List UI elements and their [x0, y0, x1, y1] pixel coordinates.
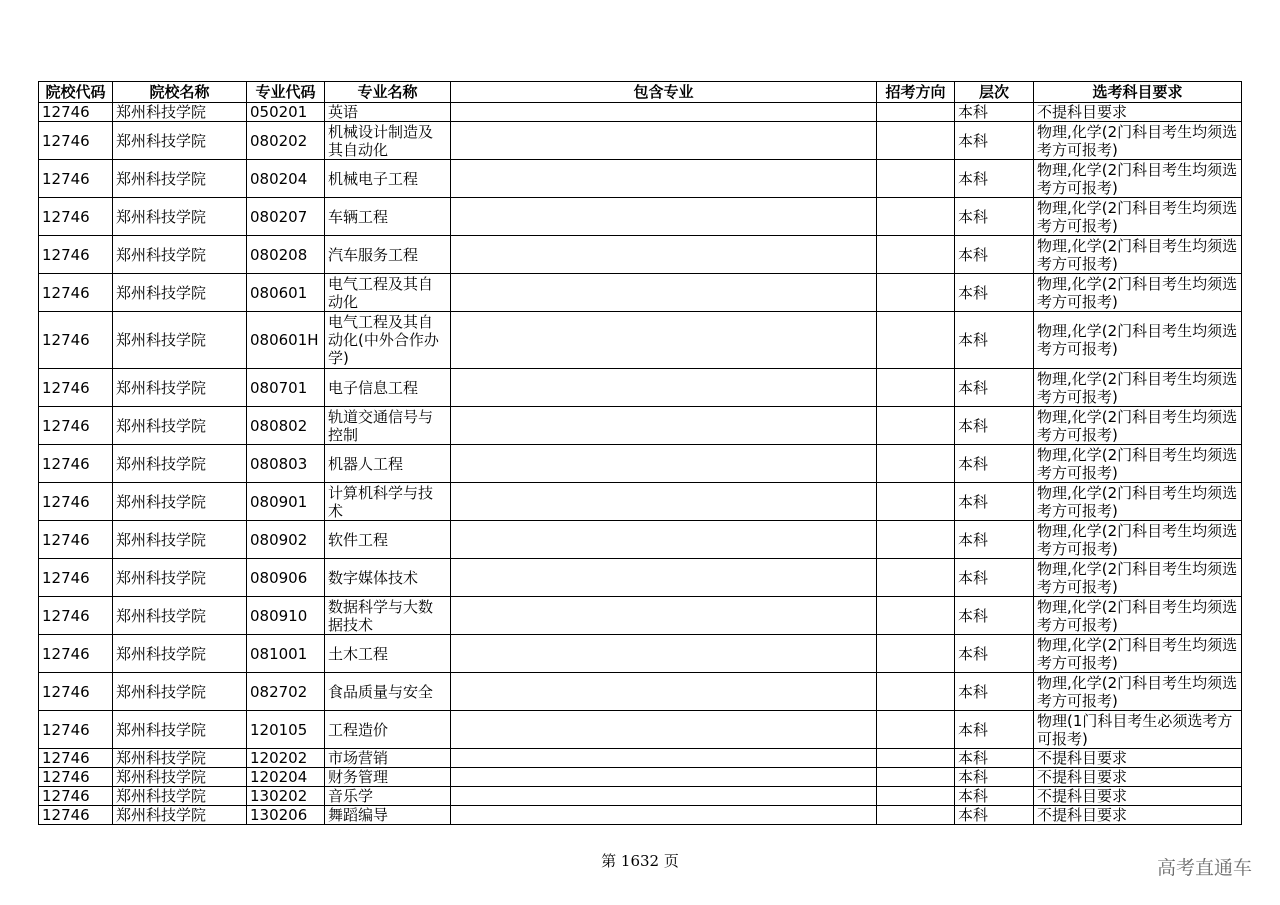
table-body	[39, 103, 1242, 825]
cell-direction	[877, 559, 955, 597]
cell-major-name: 轨道交通信号与控制	[325, 407, 451, 445]
cell-major-name: 食品质量与安全	[325, 673, 451, 711]
cell-school-name: 郑州科技学院	[113, 521, 247, 559]
cell-included	[451, 198, 877, 236]
cell-requirement: 物理,化学(2门科目考生均须选考方可报考)	[1034, 673, 1242, 711]
cell-direction	[877, 597, 955, 635]
cell-requirement: 物理,化学(2门科目考生均须选考方可报考)	[1034, 597, 1242, 635]
cell-requirement: 物理,化学(2门科目考生均须选考方可报考)	[1034, 407, 1242, 445]
table-row	[39, 312, 1242, 369]
cell-major-name: 车辆工程	[325, 198, 451, 236]
cell-included	[451, 673, 877, 711]
table-row	[39, 122, 1242, 160]
header-school-code: 院校代码	[39, 82, 113, 103]
table-row	[39, 160, 1242, 198]
header-direction: 招考方向	[877, 82, 955, 103]
cell-direction	[877, 445, 955, 483]
cell-included	[451, 597, 877, 635]
cell-major-name: 机械设计制造及其自动化	[325, 122, 451, 160]
cell-major-code: 080901	[247, 483, 325, 521]
cell-major-code: 130206	[247, 806, 325, 825]
cell-requirement: 物理,化学(2门科目考生均须选考方可报考)	[1034, 160, 1242, 198]
cell-major-code: 080802	[247, 407, 325, 445]
cell-major-name: 工程造价	[325, 711, 451, 749]
cell-included	[451, 521, 877, 559]
cell-included	[451, 483, 877, 521]
cell-school-code: 12746	[39, 407, 113, 445]
cell-major-name: 英语	[325, 103, 451, 122]
cell-level: 本科	[955, 236, 1034, 274]
cell-major-name: 软件工程	[325, 521, 451, 559]
cell-major-name: 数据科学与大数据技术	[325, 597, 451, 635]
table-row	[39, 445, 1242, 483]
cell-school-name: 郑州科技学院	[113, 445, 247, 483]
cell-direction	[877, 768, 955, 787]
cell-school-name: 郑州科技学院	[113, 806, 247, 825]
cell-school-code: 12746	[39, 521, 113, 559]
cell-school-code: 12746	[39, 768, 113, 787]
cell-major-name: 计算机科学与技术	[325, 483, 451, 521]
cell-direction	[877, 160, 955, 198]
cell-direction	[877, 749, 955, 768]
cell-included	[451, 768, 877, 787]
cell-level: 本科	[955, 749, 1034, 768]
cell-school-code: 12746	[39, 160, 113, 198]
cell-level: 本科	[955, 407, 1034, 445]
cell-major-name: 电气工程及其自动化	[325, 274, 451, 312]
cell-major-code: 080601H	[247, 312, 325, 369]
table-row	[39, 521, 1242, 559]
table-row	[39, 407, 1242, 445]
watermark-text: 高考直通车	[1156, 857, 1252, 879]
cell-major-code: 080208	[247, 236, 325, 274]
cell-direction	[877, 407, 955, 445]
cell-requirement: 不提科目要求	[1034, 806, 1242, 825]
cell-major-code: 080906	[247, 559, 325, 597]
cell-level: 本科	[955, 103, 1034, 122]
cell-included	[451, 160, 877, 198]
cell-included	[451, 103, 877, 122]
cell-major-name: 电气工程及其自动化(中外合作办学)	[325, 312, 451, 369]
cell-level: 本科	[955, 597, 1034, 635]
cell-school-name: 郑州科技学院	[113, 597, 247, 635]
header-level: 层次	[955, 82, 1034, 103]
table-row	[39, 369, 1242, 407]
cell-included	[451, 711, 877, 749]
cell-level: 本科	[955, 445, 1034, 483]
header-major-code: 专业代码	[247, 82, 325, 103]
cell-direction	[877, 806, 955, 825]
cell-requirement: 不提科目要求	[1034, 787, 1242, 806]
cell-direction	[877, 198, 955, 236]
cell-direction	[877, 787, 955, 806]
cell-direction	[877, 103, 955, 122]
cell-school-name: 郑州科技学院	[113, 160, 247, 198]
cell-requirement: 物理,化学(2门科目考生均须选考方可报考)	[1034, 635, 1242, 673]
cell-major-name: 土木工程	[325, 635, 451, 673]
cell-level: 本科	[955, 369, 1034, 407]
cell-level: 本科	[955, 806, 1034, 825]
cell-major-name: 汽车服务工程	[325, 236, 451, 274]
cell-major-name: 市场营销	[325, 749, 451, 768]
cell-direction	[877, 521, 955, 559]
cell-major-name: 机械电子工程	[325, 160, 451, 198]
table-row	[39, 597, 1242, 635]
cell-major-code: 120204	[247, 768, 325, 787]
table-row	[39, 274, 1242, 312]
cell-major-name: 舞蹈编导	[325, 806, 451, 825]
cell-level: 本科	[955, 559, 1034, 597]
cell-included	[451, 407, 877, 445]
cell-major-name: 机器人工程	[325, 445, 451, 483]
cell-school-name: 郑州科技学院	[113, 768, 247, 787]
cell-included	[451, 312, 877, 369]
cell-direction	[877, 369, 955, 407]
page-number: 第 1632 页	[601, 852, 679, 870]
cell-major-code: 080207	[247, 198, 325, 236]
cell-major-code: 081001	[247, 635, 325, 673]
cell-school-name: 郑州科技学院	[113, 312, 247, 369]
cell-direction	[877, 274, 955, 312]
cell-school-code: 12746	[39, 787, 113, 806]
cell-requirement: 物理,化学(2门科目考生均须选考方可报考)	[1034, 369, 1242, 407]
cell-school-name: 郑州科技学院	[113, 673, 247, 711]
cell-requirement: 物理,化学(2门科目考生均须选考方可报考)	[1034, 274, 1242, 312]
cell-level: 本科	[955, 768, 1034, 787]
cell-major-name: 音乐学	[325, 787, 451, 806]
table-row	[39, 635, 1242, 673]
table-row	[39, 768, 1242, 787]
table-row	[39, 806, 1242, 825]
cell-school-name: 郑州科技学院	[113, 483, 247, 521]
header-requirement: 选考科目要求	[1034, 82, 1242, 103]
cell-school-code: 12746	[39, 711, 113, 749]
cell-direction	[877, 236, 955, 274]
cell-school-code: 12746	[39, 103, 113, 122]
cell-included	[451, 749, 877, 768]
cell-school-code: 12746	[39, 274, 113, 312]
cell-level: 本科	[955, 711, 1034, 749]
cell-requirement: 物理,化学(2门科目考生均须选考方可报考)	[1034, 483, 1242, 521]
header-included-majors: 包含专业	[451, 82, 877, 103]
cell-direction	[877, 711, 955, 749]
cell-school-code: 12746	[39, 806, 113, 825]
cell-requirement: 物理,化学(2门科目考生均须选考方可报考)	[1034, 521, 1242, 559]
cell-school-name: 郑州科技学院	[113, 103, 247, 122]
table-header-row	[39, 82, 1242, 103]
table-row	[39, 711, 1242, 749]
cell-level: 本科	[955, 635, 1034, 673]
cell-requirement: 物理,化学(2门科目考生均须选考方可报考)	[1034, 559, 1242, 597]
cell-school-code: 12746	[39, 445, 113, 483]
cell-level: 本科	[955, 198, 1034, 236]
cell-school-code: 12746	[39, 369, 113, 407]
header-school-name: 院校名称	[113, 82, 247, 103]
cell-requirement: 物理,化学(2门科目考生均须选考方可报考)	[1034, 445, 1242, 483]
cell-requirement: 不提科目要求	[1034, 768, 1242, 787]
cell-school-code: 12746	[39, 198, 113, 236]
cell-included	[451, 787, 877, 806]
cell-included	[451, 369, 877, 407]
cell-major-code: 080803	[247, 445, 325, 483]
cell-level: 本科	[955, 673, 1034, 711]
cell-school-code: 12746	[39, 597, 113, 635]
cell-major-name: 财务管理	[325, 768, 451, 787]
table-row	[39, 673, 1242, 711]
cell-included	[451, 559, 877, 597]
cell-level: 本科	[955, 483, 1034, 521]
cell-included	[451, 635, 877, 673]
cell-school-name: 郑州科技学院	[113, 236, 247, 274]
table-row	[39, 483, 1242, 521]
cell-level: 本科	[955, 274, 1034, 312]
cell-major-code: 120202	[247, 749, 325, 768]
cell-school-code: 12746	[39, 635, 113, 673]
cell-school-name: 郑州科技学院	[113, 711, 247, 749]
cell-included	[451, 274, 877, 312]
header-major-name: 专业名称	[325, 82, 451, 103]
cell-level: 本科	[955, 312, 1034, 369]
cell-school-name: 郑州科技学院	[113, 369, 247, 407]
cell-level: 本科	[955, 787, 1034, 806]
cell-included	[451, 445, 877, 483]
cell-school-code: 12746	[39, 559, 113, 597]
cell-school-code: 12746	[39, 236, 113, 274]
table-row	[39, 103, 1242, 122]
cell-school-code: 12746	[39, 483, 113, 521]
cell-major-code: 080202	[247, 122, 325, 160]
cell-school-name: 郑州科技学院	[113, 635, 247, 673]
cell-school-name: 郑州科技学院	[113, 407, 247, 445]
cell-major-code: 080204	[247, 160, 325, 198]
cell-requirement: 物理,化学(2门科目考生均须选考方可报考)	[1034, 122, 1242, 160]
cell-major-code: 080701	[247, 369, 325, 407]
cell-school-code: 12746	[39, 312, 113, 369]
cell-included	[451, 236, 877, 274]
cell-level: 本科	[955, 160, 1034, 198]
cell-direction	[877, 312, 955, 369]
cell-included	[451, 806, 877, 825]
cell-major-code: 130202	[247, 787, 325, 806]
cell-direction	[877, 483, 955, 521]
cell-major-name: 电子信息工程	[325, 369, 451, 407]
cell-school-name: 郑州科技学院	[113, 198, 247, 236]
cell-school-name: 郑州科技学院	[113, 559, 247, 597]
cell-school-name: 郑州科技学院	[113, 122, 247, 160]
cell-level: 本科	[955, 122, 1034, 160]
table-row	[39, 559, 1242, 597]
cell-major-code: 080601	[247, 274, 325, 312]
cell-included	[451, 122, 877, 160]
cell-direction	[877, 122, 955, 160]
cell-requirement: 物理,化学(2门科目考生均须选考方可报考)	[1034, 198, 1242, 236]
cell-school-code: 12746	[39, 122, 113, 160]
cell-major-code: 080910	[247, 597, 325, 635]
admissions-table	[38, 81, 1242, 825]
cell-school-code: 12746	[39, 749, 113, 768]
cell-major-code: 080902	[247, 521, 325, 559]
cell-major-code: 120105	[247, 711, 325, 749]
cell-level: 本科	[955, 521, 1034, 559]
cell-requirement: 物理(1门科目考生必须选考方可报考)	[1034, 711, 1242, 749]
table-row	[39, 236, 1242, 274]
cell-requirement: 不提科目要求	[1034, 749, 1242, 768]
cell-school-name: 郑州科技学院	[113, 274, 247, 312]
cell-school-code: 12746	[39, 673, 113, 711]
table-row	[39, 787, 1242, 806]
cell-requirement: 物理,化学(2门科目考生均须选考方可报考)	[1034, 312, 1242, 369]
cell-major-code: 082702	[247, 673, 325, 711]
cell-major-name: 数字媒体技术	[325, 559, 451, 597]
cell-major-code: 050201	[247, 103, 325, 122]
cell-direction	[877, 673, 955, 711]
table-row	[39, 749, 1242, 768]
table-row	[39, 198, 1242, 236]
cell-school-name: 郑州科技学院	[113, 749, 247, 768]
cell-direction	[877, 635, 955, 673]
cell-requirement: 物理,化学(2门科目考生均须选考方可报考)	[1034, 236, 1242, 274]
cell-requirement: 不提科目要求	[1034, 103, 1242, 122]
cell-school-name: 郑州科技学院	[113, 787, 247, 806]
